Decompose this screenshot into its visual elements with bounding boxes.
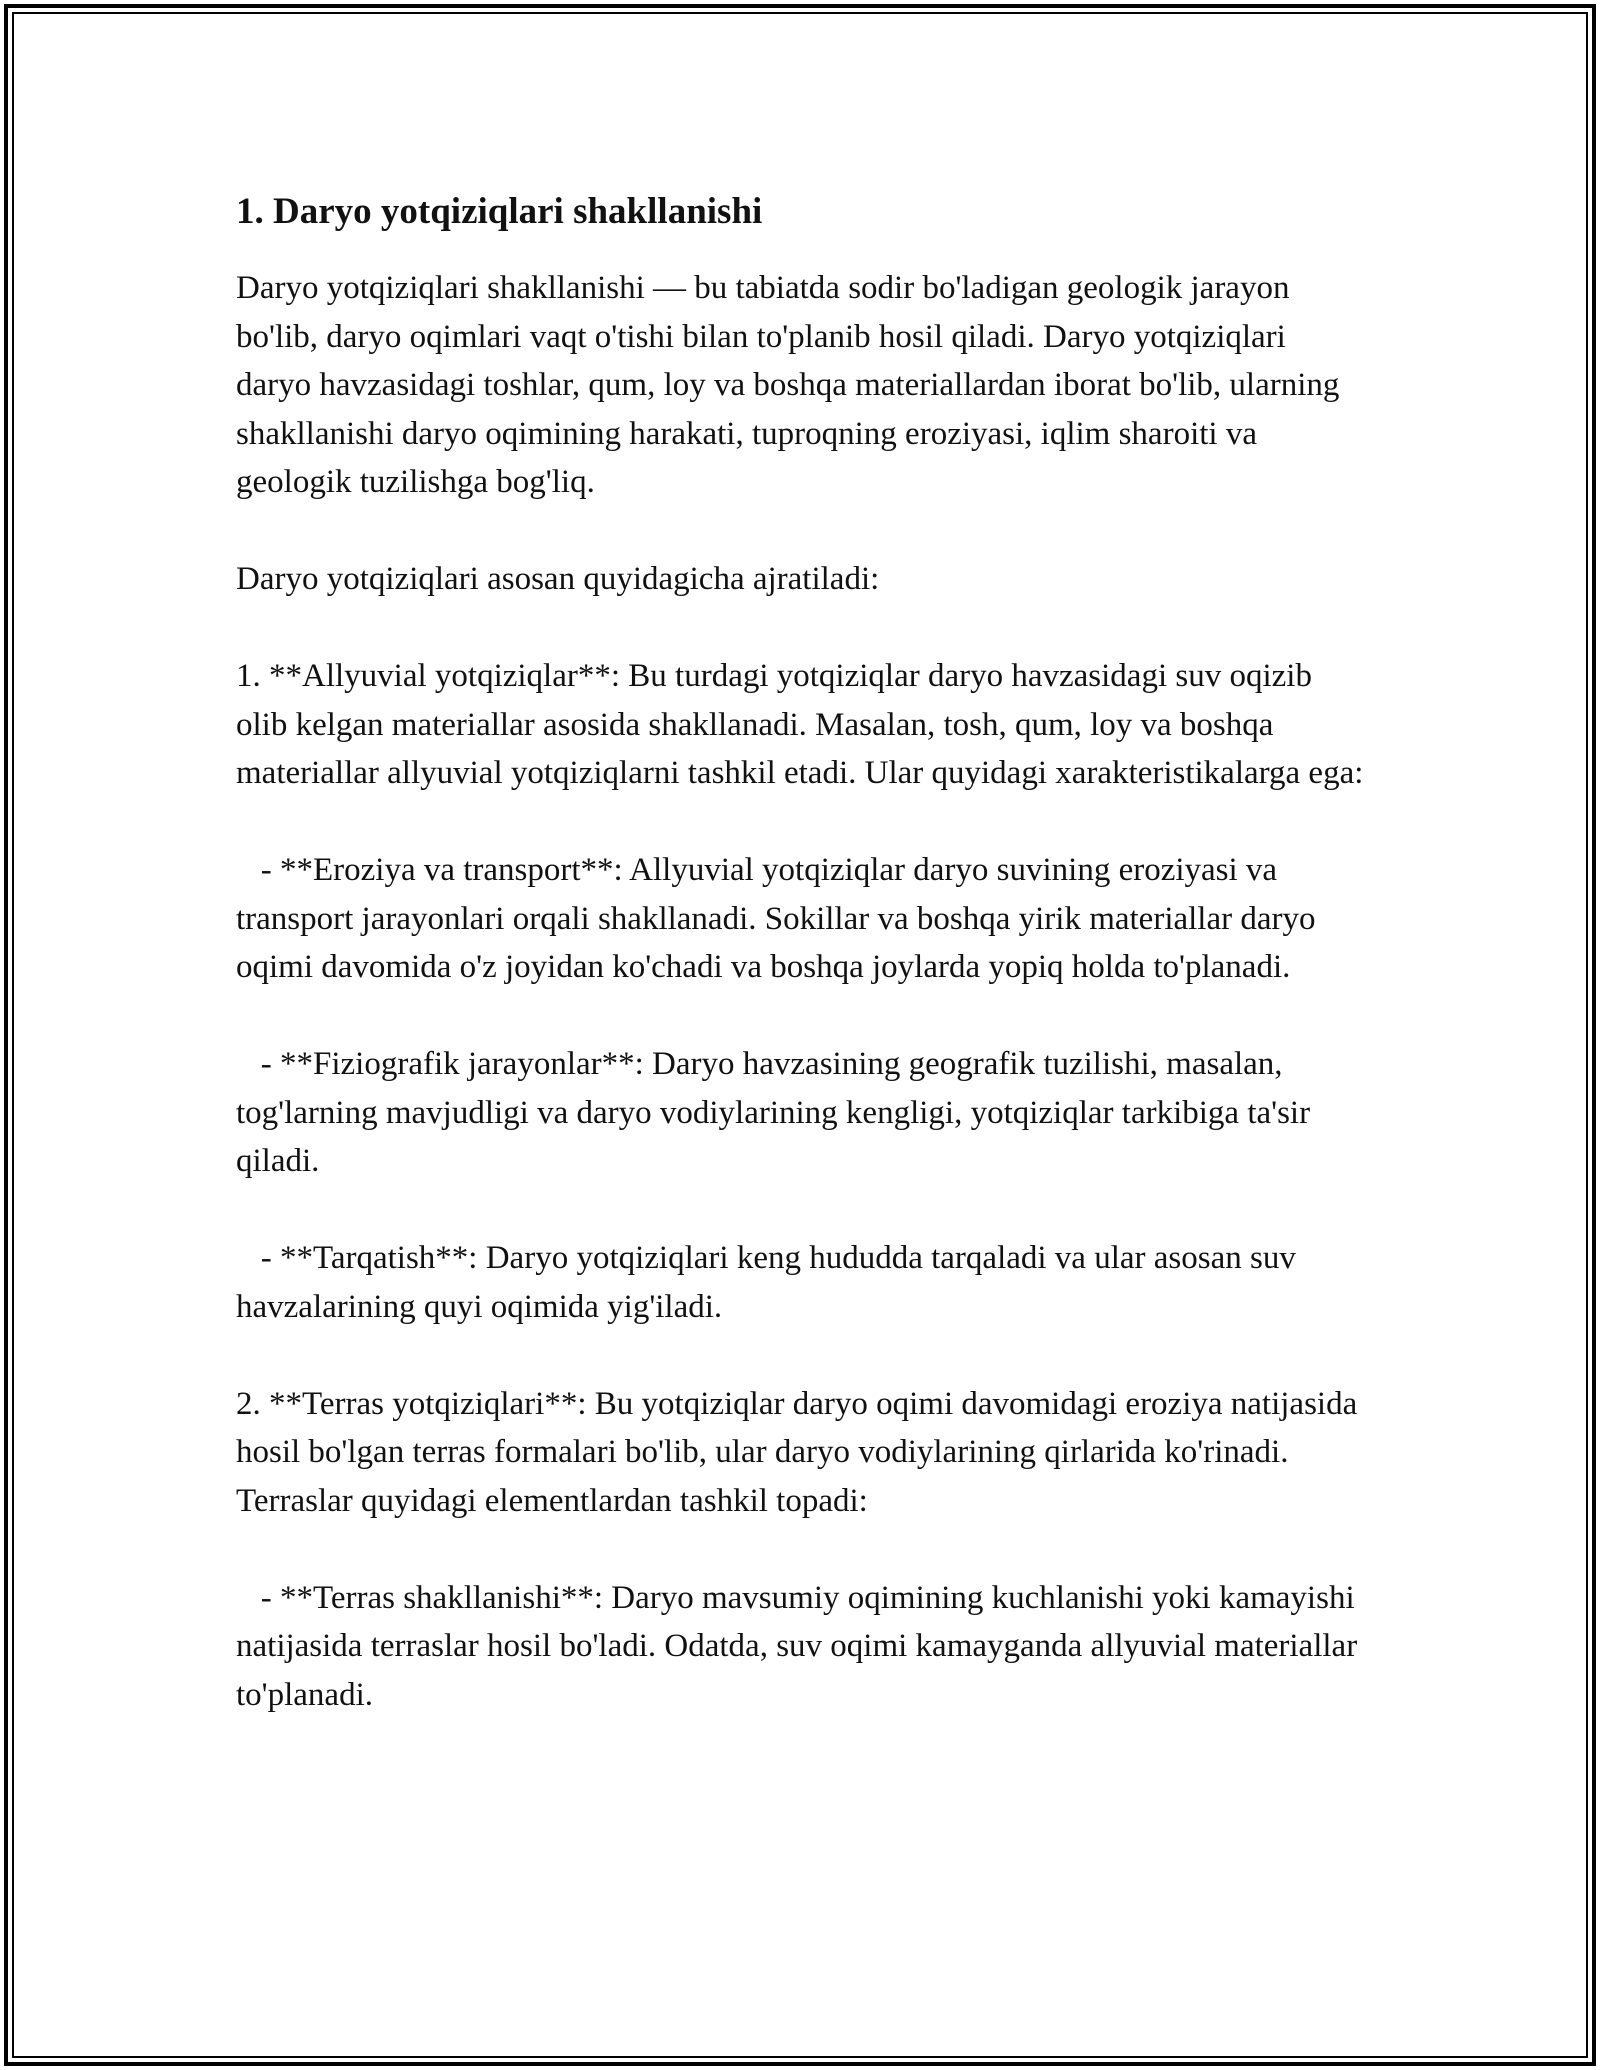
paragraph-classification: Daryo yotqiziqlari asosan quyidagicha ajratiladi:: [236, 561, 880, 597]
paragraph-spacer: [236, 992, 1366, 1041]
paragraph-spacer: [236, 1331, 1366, 1380]
document-body: [236, 186, 1366, 1719]
list-item-terras: 2. **Terras yotqiziqlari**: Bu yotqiziqlar daryo oqimi davomidagi eroziya natijasida hosil bo'lgan terras formalari bo'lib, ular daryo vodiylarining qirlarida ko'rinadi. Terraslar quyidagi elementlardan tashkil topadi:: [236, 1385, 1366, 1519]
paragraph-spacer: [236, 798, 1366, 847]
document-title: 1. Daryo yotqiziqlari shakllanishi: [236, 191, 763, 232]
paragraph-spacer: [236, 1186, 1366, 1235]
list-item-allyuvial: 1. **Allyuvial yotqiziqlar**: Bu turdagi yotqiziqlar daryo havzasidagi suv oqizib olib kelgan materiallar asosida shakllanadi. Masalan, tosh, qum, loy va boshqa materiallar allyuvial yotqiziqlarni tashkil etadi. Ular quyidagi xarakteristikalarga ega:: [236, 658, 1364, 791]
sub-item-fiziografik: - **Fiziografik jarayonlar**: Daryo havzasining geografik tuzilishi, masalan, tog'larning mavjudligi va daryo vodiylarining kengligi, yotqiziqlar tarkibiga ta'sir qiladi.: [236, 1046, 1319, 1179]
paragraph-intro: Daryo yotqiziqlari shakllanishi — bu tabiatda sodir bo'ladigan geologik jarayon bo'lib, daryo oqimlari vaqt o'tishi bilan to'planib hosil qiladi. Daryo yotqiziqlari daryo havzasidagi toshlar, qum, loy va boshqa materiallardan iborat bo'lib, ularning shakllanishi daryo oqimining harakati, tuproqning eroziyasi, iqlim sharoiti va geologik tuzilishga bog'liq.: [236, 270, 1348, 500]
paragraph-spacer: [236, 1525, 1366, 1574]
sub-item-terras-shakllanishi: - **Terras shakllanishi**: Daryo mavsumiy oqimining kuchlanishi yoki kamayishi natijasida terraslar hosil bo'ladi. Odatda, suv oqimi kamayganda allyuvial materiallar to'planadi.: [236, 1579, 1366, 1713]
paragraph-spacer: [236, 604, 1366, 653]
paragraph-spacer: [236, 507, 1366, 556]
sub-item-eroziya: - **Eroziya va transport**: Allyuvial yotqiziqlar daryo suvining eroziyasi va transport jarayonlari orqali shakllanadi. Sokillar va boshqa yirik materiallar daryo oqimi davomida o'z joyidan ko'chadi va boshqa joylarda yopiq holda to'planadi.: [236, 852, 1324, 985]
sub-item-tarqatish: - **Tarqatish**: Daryo yotqiziqlari keng hududda tarqaladi va ular asosan suv havzalarining quyi oqimida yig'iladi.: [236, 1240, 1305, 1325]
